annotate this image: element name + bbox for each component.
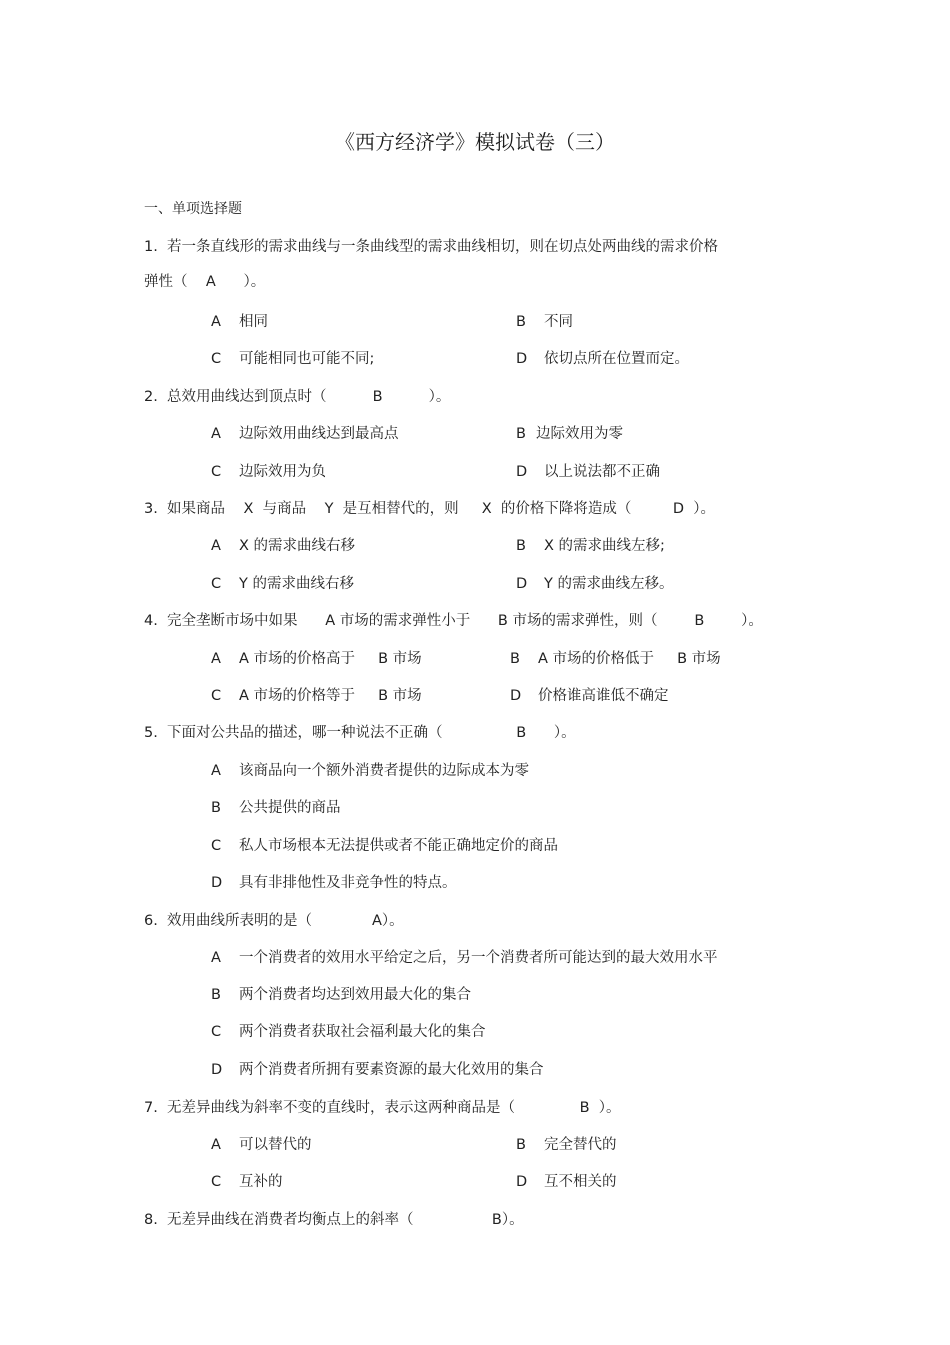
- question-4-option-a: [211, 649, 422, 669]
- option-text: 具有非排他性及非竞争性的特点。: [239, 875, 457, 891]
- question-7-option-d: [516, 1172, 617, 1192]
- option-letter: C: [211, 576, 222, 592]
- option-letter: A: [211, 1137, 221, 1153]
- option-letter: B: [516, 1137, 526, 1153]
- option-text: X 的需求曲线右移: [239, 538, 356, 554]
- question-6-option-b: [211, 985, 471, 1005]
- option-text: 两个消费者获取社会福利最大化的集合: [239, 1024, 486, 1040]
- option-letter: C: [211, 1024, 222, 1040]
- question-1-text-line2: 弹性（ A ）。: [144, 274, 266, 290]
- option-text: 一个消费者的效用水平给定之后，另一个消费者所可能达到的最大效用水平: [239, 950, 718, 966]
- option-text: X 的需求曲线左移;: [544, 538, 665, 554]
- question-2-option-d: [516, 462, 660, 482]
- question-7-option-a: [211, 1135, 312, 1155]
- question-3-option-d: [516, 574, 673, 594]
- option-text: 两个消费者均达到效用最大化的集合: [239, 987, 471, 1003]
- question-3-option-c: [211, 574, 354, 594]
- option-letter: B: [516, 538, 526, 554]
- question-7-option-b: [516, 1135, 617, 1155]
- question-4-option-b: [510, 649, 721, 669]
- section-heading: 一、单项选择题: [144, 201, 242, 217]
- question-2-option-c: [211, 462, 326, 482]
- option-text: 不同: [544, 314, 573, 330]
- question-2-option-a: [211, 424, 399, 444]
- option-text: 依切点所在位置而定。: [544, 351, 689, 367]
- option-letter: D: [516, 576, 528, 592]
- question-1-option-d: [516, 349, 689, 369]
- option-text: A 市场的价格等于 B 市场: [239, 688, 422, 704]
- page-title: 《西方经济学》模拟试卷（三）: [335, 130, 615, 154]
- option-text: A 市场的价格高于 B 市场: [239, 651, 422, 667]
- option-letter: B: [211, 987, 221, 1003]
- question-3-option-a: [211, 536, 355, 556]
- question-5-option-a: [211, 761, 529, 781]
- question-3-option-b: [516, 536, 665, 556]
- option-letter: A: [211, 950, 221, 966]
- question-6-option-d: [211, 1060, 544, 1080]
- option-letter: D: [516, 1174, 528, 1190]
- question-6-option-c: [211, 1022, 486, 1042]
- option-text: 相同: [239, 314, 268, 330]
- option-text: 两个消费者所拥有要素资源的最大化效用的集合: [239, 1062, 544, 1078]
- question-2-option-b: [516, 424, 623, 444]
- question-3-text: 3. 如果商品 X 与商品 Y 是互相替代的，则 X 的价格下降将造成（ D ）。: [144, 501, 715, 517]
- option-text: Y 的需求曲线左移。: [544, 576, 674, 592]
- question-4-text: 4. 完全垄断市场中如果 A 市场的需求弹性小于 B 市场的需求弹性，则（ B ）。: [144, 613, 763, 629]
- option-text: 完全替代的: [544, 1137, 617, 1153]
- option-text: A 市场的价格低于 B 市场: [538, 651, 721, 667]
- question-7-option-c: [211, 1172, 283, 1192]
- option-letter: D: [516, 464, 528, 480]
- question-7-text: 7. 无差异曲线为斜率不变的直线时，表示这两种商品是（ B ）。: [144, 1100, 621, 1116]
- question-1-option-b: [516, 312, 573, 332]
- option-text: 以上说法都不正确: [544, 464, 660, 480]
- question-8-text: 8. 无差异曲线在消费者均衡点上的斜率（ B）。: [144, 1212, 524, 1228]
- option-letter: C: [211, 351, 222, 367]
- question-5-option-d: [211, 873, 457, 893]
- option-text: 私人市场根本无法提供或者不能正确地定价的商品: [239, 838, 558, 854]
- question-1-option-a: [211, 312, 268, 332]
- option-text: 该商品向一个额外消费者提供的边际成本为零: [239, 763, 529, 779]
- question-6-option-a: [211, 948, 718, 968]
- option-letter: A: [211, 763, 221, 779]
- option-text: 互补的: [239, 1174, 283, 1190]
- question-1-text-line1: 1. 若一条直线形的需求曲线与一条曲线型的需求曲线相切，则在切点处两曲线的需求价格: [144, 239, 719, 255]
- option-letter: A: [211, 426, 221, 442]
- option-text: 价格谁高谁低不确定: [538, 688, 669, 704]
- option-text: 边际效用为零: [536, 426, 623, 442]
- question-1-option-c: [211, 349, 374, 369]
- option-letter: C: [211, 464, 222, 480]
- option-letter: C: [211, 838, 222, 854]
- option-letter: B: [510, 651, 520, 667]
- option-text: 边际效用为负: [239, 464, 326, 480]
- option-letter: B: [211, 800, 221, 816]
- option-letter: A: [211, 651, 221, 667]
- option-letter: D: [516, 351, 528, 367]
- option-letter: B: [516, 314, 526, 330]
- option-letter: C: [211, 688, 222, 704]
- option-letter: D: [211, 1062, 223, 1078]
- option-letter: A: [211, 538, 221, 554]
- option-letter: D: [510, 688, 522, 704]
- option-letter: D: [211, 875, 223, 891]
- question-4-option-c: [211, 686, 422, 706]
- question-6-text: 6. 效用曲线所表明的是（ A）。: [144, 913, 404, 929]
- option-text: Y 的需求曲线右移: [239, 576, 354, 592]
- question-5-option-c: [211, 836, 558, 856]
- question-4-option-d: [510, 686, 669, 706]
- option-text: 可能相同也可能不同;: [239, 351, 375, 367]
- option-text: 公共提供的商品: [239, 800, 341, 816]
- option-letter: A: [211, 314, 221, 330]
- option-letter: C: [211, 1174, 222, 1190]
- question-5-option-b: [211, 798, 341, 818]
- question-5-text: 5. 下面对公共品的描述，哪一种说法不正确（ B ）。: [144, 725, 576, 741]
- question-2-text: 2. 总效用曲线达到顶点时（ B ）。: [144, 389, 451, 405]
- option-text: 互不相关的: [544, 1174, 617, 1190]
- option-letter: B: [516, 426, 526, 442]
- option-text: 可以替代的: [239, 1137, 312, 1153]
- option-text: 边际效用曲线达到最高点: [239, 426, 399, 442]
